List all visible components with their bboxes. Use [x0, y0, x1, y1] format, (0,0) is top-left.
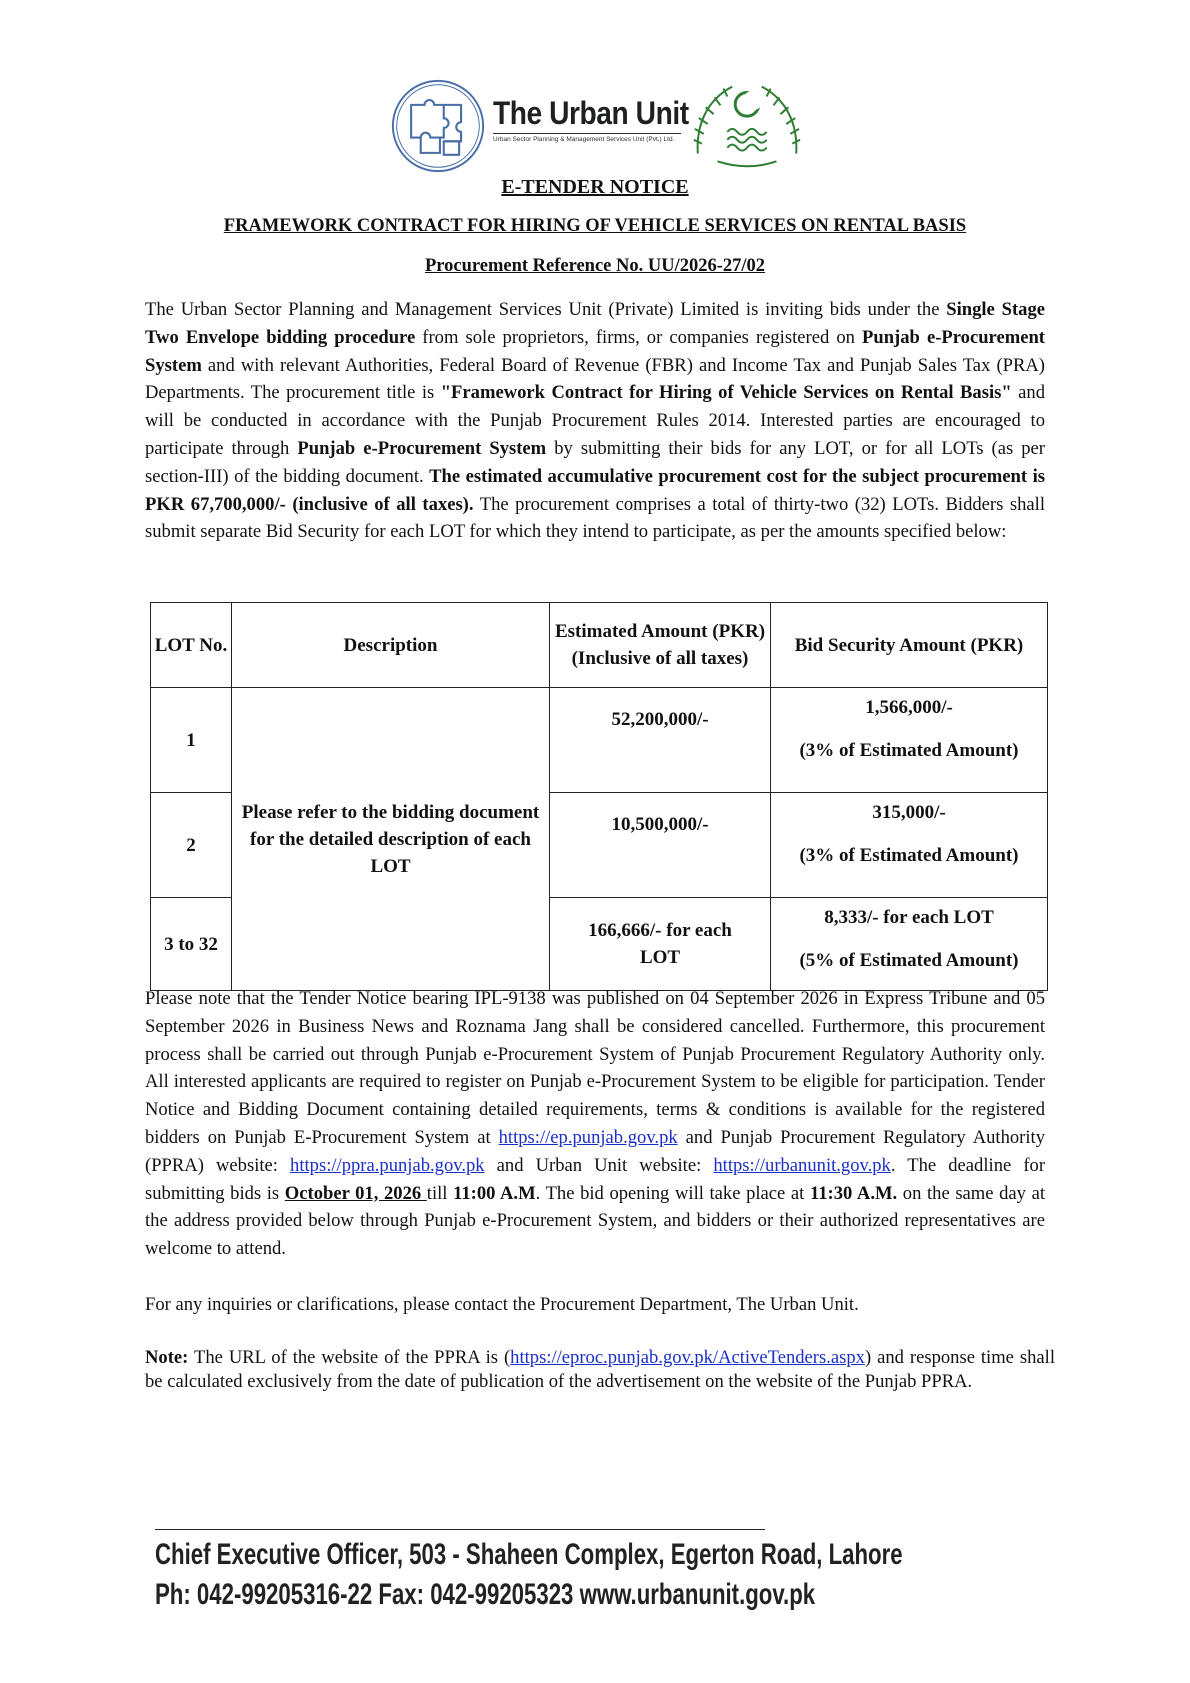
lot-number: 2 [151, 793, 232, 898]
contract-title: FRAMEWORK CONTRACT FOR HIRING OF VEHICLE SERVICES ON RENTAL BASIS [223, 216, 967, 236]
brand-subtitle: Urban Sector Planning & Management Services Unit (Pvt.) Ltd. [493, 133, 681, 143]
procurement-reference: Procurement Reference No. UU/2026-27/02 [424, 256, 766, 276]
brand-name: The Urban Unit [493, 95, 689, 131]
lot-table [150, 602, 1048, 991]
bid-security-amount: 8,333/- for each LOT [824, 907, 994, 928]
bid-security [771, 793, 1048, 898]
ep-punjab-link[interactable]: https://ep.punjab.gov.pk [498, 1126, 678, 1148]
note-label: Note: [145, 1347, 189, 1368]
bid-security-note: (3% of Estimated Amount) [799, 845, 1019, 866]
bid-security-amount: 315,000/- [872, 802, 946, 823]
bid-security-note: (3% of Estimated Amount) [799, 740, 1019, 761]
urban-unit-puzzle-logo [390, 78, 486, 174]
intro-paragraph: The Urban Sector Planning and Management Services Unit (Private) Limited is inviting bids under the Single Stage Two Envelope bidding procedure from sole proprietors, firms, or companies registered on Punjab e-Procurement System and with relevant Authorities, Federal Board of Revenue (FBR) and Income Tax and Punjab Sales Tax (PRA) Departments. The procurement title is "Framework Contract for Hiring of Vehicle Services on Rental Basis" and will be conducted in accordance with the Punjab Procurement Rules 2014. Interested parties are encouraged to participate through Punjab e-Procurement System by submitting their bids for any LOT, or for all LOTs (as per section-III) of the bidding document. The estimated accumulative procurement cost for the subject procurement is PKR 67,700,000/- (inclusive of all taxes). The procurement comprises a total of thirty-two (32) LOTs. Bidders shall submit separate Bid Security for each LOT for which they intend to participate, as per the amounts specified below: [145, 299, 1045, 543]
lot-description: Please refer to the bidding document for the detailed description of each LOT [232, 688, 550, 991]
ppra-punjab-link[interactable]: https://ppra.punjab.gov.pk [290, 1154, 485, 1176]
estimated-amount: 166,666/- for each LOT [550, 898, 771, 991]
estimated-amount: 10,500,000/- [550, 793, 771, 898]
note-paragraph: Note: The URL of the website of the PPRA is (https://eproc.punjab.gov.pk/ActiveTenders.aspx) and response time shall be calculated exclusively from the date of publication of the advertisement on the website of the Punjab PPRA. [145, 1347, 1055, 1392]
notice-title: E-TENDER NOTICE [501, 176, 689, 198]
bid-security [771, 898, 1048, 991]
header-lot-no: LOT No. [151, 603, 232, 688]
urban-unit-wordmark [493, 96, 715, 143]
deadline-time: 11:00 A.M [453, 1182, 536, 1204]
inquiry-paragraph: For any inquiries or clarifications, please contact the Procurement Department, The Urban Unit. [145, 1294, 859, 1315]
deadline-date: October 01, 2026 [284, 1182, 427, 1204]
footer-divider [155, 1529, 765, 1530]
ppra-active-tenders-link[interactable]: https://eproc.punjab.gov.pk/ActiveTenders.aspx [510, 1347, 865, 1368]
footer-contact: Ph: 042-99205316-22 Fax: 042-99205323 www.urbanunit.gov.pk [155, 1578, 816, 1611]
footer-address: Chief Executive Officer, 503 - Shaheen Complex, Egerton Road, Lahore [155, 1538, 903, 1571]
bid-security [771, 688, 1048, 793]
header-description: Description [232, 603, 550, 688]
notice-paragraph: Please note that the Tender Notice bearing IPL-9138 was published on 04 September 2026 in Express Tribune and 05 September 2026 in Business News and Roznama Jang shall be considered cancelled. Furthermore, this procurement process shall be carried out through Punjab e-Procurement System of Punjab Procurement Regulatory Authority only. All interested applicants are required to register on Punjab e-Procurement System to be eligible for participation. Tender Notice and Bidding Document containing detailed requirements, terms & conditions is available for the registered bidders on Punjab E-Procurement System at https://ep.punjab.gov.pk and Punjab Procurement Regulatory Authority (PPRA) website: https://ppra.punjab.gov.pk and Urban Unit website: https://urbanunit.gov.pk. The deadline for submitting bids is October 01, 2026 till 11:00 A.M. The bid opening will take place at 11:30 A.M. on the same day at the address provided below through Punjab e-Procurement System, and bidders or their authorized representatives are welcome to attend. [145, 988, 1046, 1260]
opening-time: 11:30 A.M. [809, 1182, 898, 1204]
bid-security-note: (5% of Estimated Amount) [799, 950, 1019, 971]
header-bid-security: Bid Security Amount (PKR) [771, 603, 1048, 688]
table-row [151, 688, 1048, 793]
bid-security-amount: 1,566,000/- [865, 697, 953, 718]
urbanunit-link[interactable]: https://urbanunit.gov.pk [713, 1154, 891, 1176]
lot-number: 1 [151, 688, 232, 793]
government-of-punjab-emblem [688, 74, 806, 174]
estimated-amount: 52,200,000/- [550, 688, 771, 793]
lot-number: 3 to 32 [151, 898, 232, 991]
header-estimated-amount: Estimated Amount (PKR) (Inclusive of all taxes) [550, 603, 771, 688]
table-header-row [151, 603, 1048, 688]
